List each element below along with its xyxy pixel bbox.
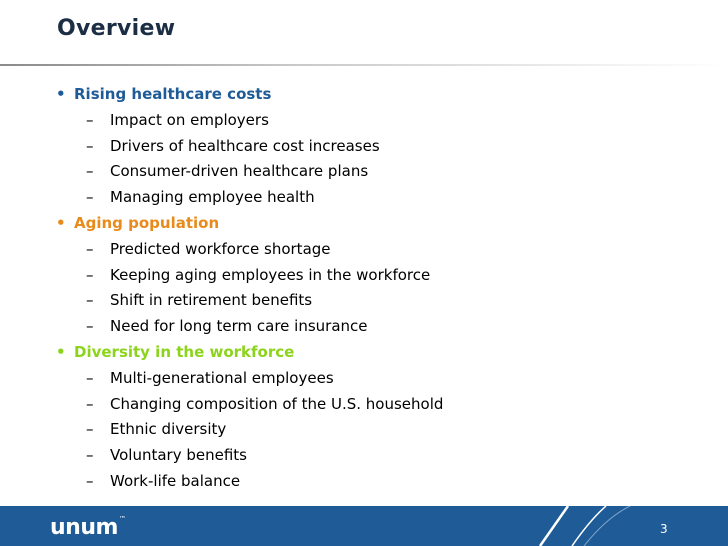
dash: – (86, 446, 94, 465)
dash: – (86, 394, 94, 413)
sub-item (56, 263, 716, 289)
bullet-aging-population (56, 211, 716, 237)
dash: – (86, 317, 94, 336)
footer-bar (0, 506, 728, 546)
unum-logo (50, 515, 125, 540)
sub-item-text: Predicted workforce shortage (110, 239, 331, 258)
dash: – (86, 420, 94, 439)
sub-item-text: Changing composition of the U.S. household (110, 394, 444, 413)
slide-title: Overview (57, 16, 176, 41)
sub-item (56, 469, 716, 495)
sub-item-text: Managing employee health (110, 188, 315, 207)
sub-item-text: Impact on employers (110, 110, 269, 129)
bullet-heading: Diversity in the workforce (74, 342, 295, 361)
bullet-dot: • (56, 85, 66, 103)
sub-item-text: Voluntary benefits (110, 446, 247, 465)
bullet-dot: • (56, 213, 66, 232)
sub-item-text: Drivers of healthcare cost increases (110, 136, 380, 155)
sub-item (56, 108, 716, 134)
sub-item-text: Consumer-driven healthcare plans (110, 162, 369, 181)
dash: – (86, 471, 94, 490)
dash: – (86, 162, 94, 181)
sub-item-text: Need for long term care insurance (110, 317, 368, 336)
sub-item-text: Keeping aging employees in the workforce (110, 265, 431, 284)
dash: – (86, 110, 94, 129)
bullet-list (56, 82, 716, 495)
sub-item (56, 417, 716, 443)
bullet-dot: • (56, 342, 66, 361)
sub-item-text: Multi-generational employees (110, 368, 334, 387)
sub-item (56, 366, 716, 392)
sub-item (56, 159, 716, 185)
dash: – (86, 239, 94, 258)
dash: – (86, 265, 94, 284)
bullet-heading: Aging population (74, 213, 220, 232)
logo-text: unum (50, 515, 118, 540)
sub-item-text: Shift in retirement benefits (110, 291, 313, 310)
dash: – (86, 136, 94, 155)
bullet-diversity-in-the-workforce (56, 340, 716, 366)
dash: – (86, 188, 94, 207)
bullet-rising-healthcare-costs (56, 82, 716, 108)
sub-item (56, 185, 716, 211)
logo-trademark: ™ (118, 515, 126, 523)
title-divider (0, 64, 728, 66)
sub-item (56, 288, 716, 314)
bullet-heading: Rising healthcare costs (74, 85, 272, 103)
sub-item (56, 314, 716, 340)
dash: – (86, 291, 94, 310)
sub-item-text: Ethnic diversity (110, 420, 227, 439)
sub-item (56, 443, 716, 469)
page-number: 3 (660, 522, 668, 536)
sub-item (56, 237, 716, 263)
sub-item (56, 134, 716, 160)
dash: – (86, 368, 94, 387)
sub-item (56, 392, 716, 418)
sub-item-text: Work-life balance (110, 471, 241, 490)
